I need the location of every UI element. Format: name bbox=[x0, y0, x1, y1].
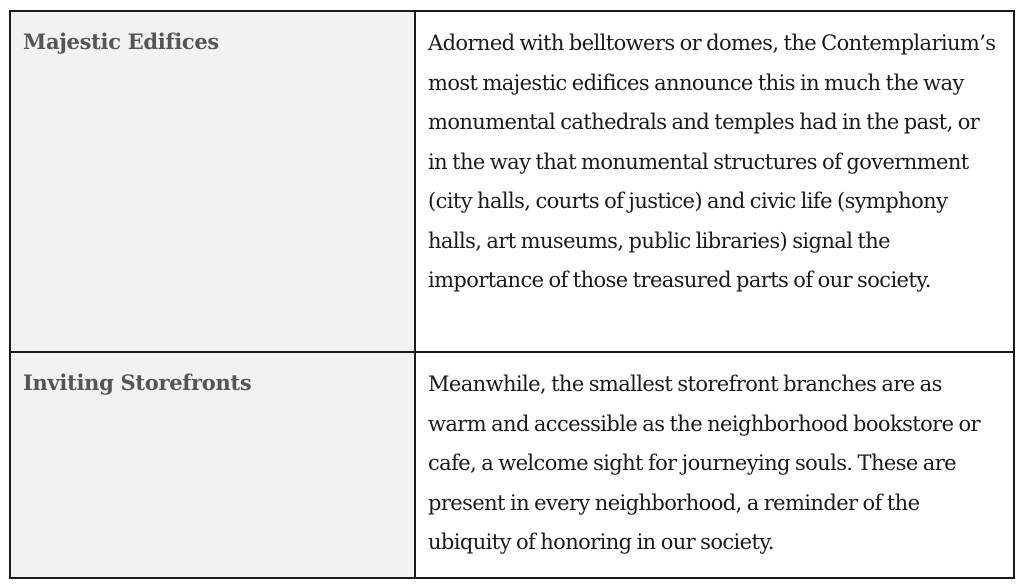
label-cell bbox=[10, 11, 415, 352]
row-label: Inviting Storefronts bbox=[23, 370, 252, 395]
table-row bbox=[10, 352, 1014, 578]
row-label: Majestic Edifices bbox=[23, 29, 219, 54]
label-cell bbox=[10, 352, 415, 578]
description-cell bbox=[415, 352, 1014, 578]
row-description: Adorned with belltowers or domes, the Contemplarium’s most majestic edifices announce this in much the way monumental cathedrals and temples had in the past, or in the way that monumental structures of government (city halls, courts of justice) and civic life (symphony halls, art museums, public libraries) signal the importance of those treasured parts of our society. bbox=[428, 31, 996, 292]
row-description: Meanwhile, the smallest storefront branches are as warm and accessible as the neighborhood bookstore or cafe, a welcome sight for journeying souls. These are present in every neighborhood, a reminder of the ubiquity of honoring in our society. bbox=[428, 372, 980, 554]
content-table bbox=[9, 10, 1015, 579]
description-cell bbox=[415, 11, 1014, 352]
table-row bbox=[10, 11, 1014, 352]
